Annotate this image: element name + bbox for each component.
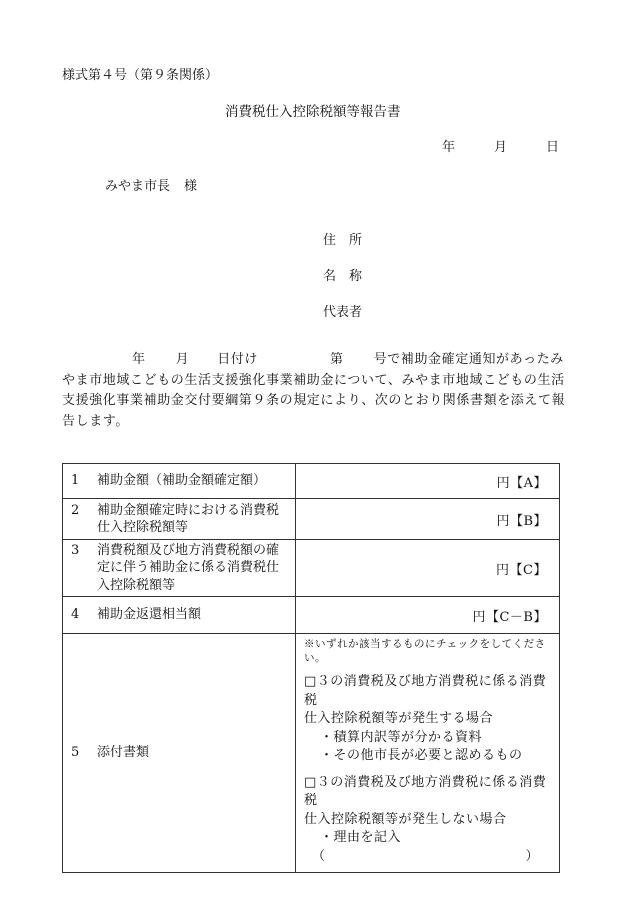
paren-open: （ xyxy=(312,848,326,864)
document-title: 消費税仕入控除税額等報告書 xyxy=(225,104,401,120)
attachments-note: ※いずれか該当するものにチェックをしてください。 xyxy=(304,638,546,664)
date-year-label: 年 xyxy=(442,140,456,155)
name-label: 名 称 xyxy=(323,269,363,284)
paren-close: ） xyxy=(525,848,539,864)
body-line-4: 告します。 xyxy=(62,413,129,429)
address-label: 住 所 xyxy=(323,233,363,248)
body-date-suffix: 日付け xyxy=(217,352,259,367)
row-label-cell xyxy=(63,499,296,540)
body-line-3: 支援強化事業補助金交付要綱第９条の規定により、次のとおり関係書類を添えて報 xyxy=(62,393,566,408)
row-label: 補助金返還相当額 xyxy=(97,607,202,623)
row-number: 3 xyxy=(71,542,80,558)
row-number: 5 xyxy=(71,745,80,761)
report-table xyxy=(62,463,560,873)
body-paragraph xyxy=(62,350,566,432)
row-label-cell xyxy=(63,597,296,634)
body-line-2: やま市地域こどもの生活支援強化事業補助金について、みやま市地域こどもの生活 xyxy=(62,372,565,388)
body-line-1 xyxy=(62,350,564,371)
attachment-item: ・積算内訳等が分かる資料 xyxy=(320,729,483,745)
date-month-label: 月 xyxy=(494,140,508,155)
row-number: 4 xyxy=(71,607,80,623)
date-day-label: 日 xyxy=(546,140,560,155)
attachment-item: ・理由を記入 xyxy=(320,830,402,845)
attachment-option-2-cont: 仕入控除税額等が発生しない場合 xyxy=(304,811,507,827)
table-row xyxy=(63,597,560,634)
body-number-prefix: 第 xyxy=(330,352,344,367)
row-label: 補助金額（補助金額確定額） xyxy=(97,473,267,489)
form-number: 様式第４号（第９条関係） xyxy=(62,68,219,83)
table-row xyxy=(63,499,560,540)
row-value: 円【C－B】 xyxy=(296,597,560,634)
reason-input-field[interactable] xyxy=(304,848,551,867)
addressee xyxy=(105,175,197,194)
row-value: 円【B】 xyxy=(296,499,560,540)
body-line1-rest: 号で補助金確定通知があったみ xyxy=(373,352,564,367)
attachment-item: ・その他市長が必要と認めるもの xyxy=(320,748,523,763)
representative-label: 代表者 xyxy=(323,305,363,320)
row-label: 補助金額確定時における消費税仕入控除税額等 xyxy=(97,502,280,535)
table-row xyxy=(63,634,560,873)
attachments-cell xyxy=(296,634,560,873)
attachment-option-2[interactable]: □３の消費税及び地方消費税に係る消費税 xyxy=(304,774,547,808)
row-label: 消費税額及び地方消費税額の確定に伴う補助金に係る消費税仕入控除税額等 xyxy=(97,542,280,593)
row-number: 2 xyxy=(71,502,80,518)
row-number: 1 xyxy=(71,473,80,489)
table-row xyxy=(63,540,560,597)
addressee-honorific: 様 xyxy=(184,179,198,194)
row-value: 円【C】 xyxy=(296,540,560,597)
body-year: 年 xyxy=(132,352,146,367)
table-row xyxy=(63,464,560,499)
row-label: 添付書類 xyxy=(97,745,150,761)
body-month: 月 xyxy=(175,352,190,367)
attachment-option-1[interactable]: □３の消費税及び地方消費税に係る消費税 xyxy=(304,674,547,708)
row-label-cell xyxy=(63,540,296,597)
addressee-name: みやま市長 xyxy=(105,179,171,194)
row-label-cell xyxy=(63,634,296,873)
row-label-cell xyxy=(63,464,296,499)
attachment-option-1-cont: 仕入控除税額等が発生する場合 xyxy=(304,711,494,726)
row-value: 円【A】 xyxy=(296,464,560,499)
